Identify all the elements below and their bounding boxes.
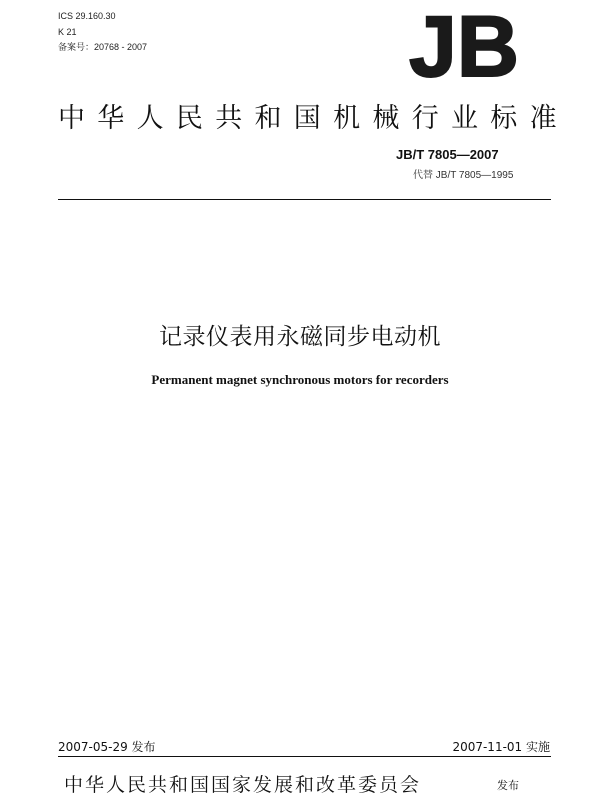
effective-date: 2007-11-01 实施 xyxy=(452,740,550,754)
replaces-code: 代替 JB/T 7805—1995 xyxy=(413,170,514,181)
top-divider xyxy=(58,199,551,200)
issue-date: 2007-05-29 发布 xyxy=(58,740,156,754)
issuer-name: 中华人民共和国国家发展和改革委员会 xyxy=(64,774,422,796)
bottom-divider xyxy=(58,756,551,757)
document-title-en: Permanent magnet synchronous motors for recorders xyxy=(151,372,449,387)
category-code: K 21 xyxy=(58,27,77,37)
issuer-suffix: 发布 xyxy=(497,779,519,792)
ics-code: ICS 29.160.30 xyxy=(58,11,116,21)
standard-title: 中华人民共和国机械行业标准 xyxy=(58,103,569,134)
jb-logo xyxy=(402,4,526,82)
record-number: 备案号：20768 - 2007 xyxy=(58,42,148,52)
standard-code: JB/T 7805—2007 xyxy=(396,147,499,162)
jb-logo-text: JB xyxy=(409,4,519,82)
document-title-cn: 记录仪表用永磁同步电动机 xyxy=(159,324,441,350)
